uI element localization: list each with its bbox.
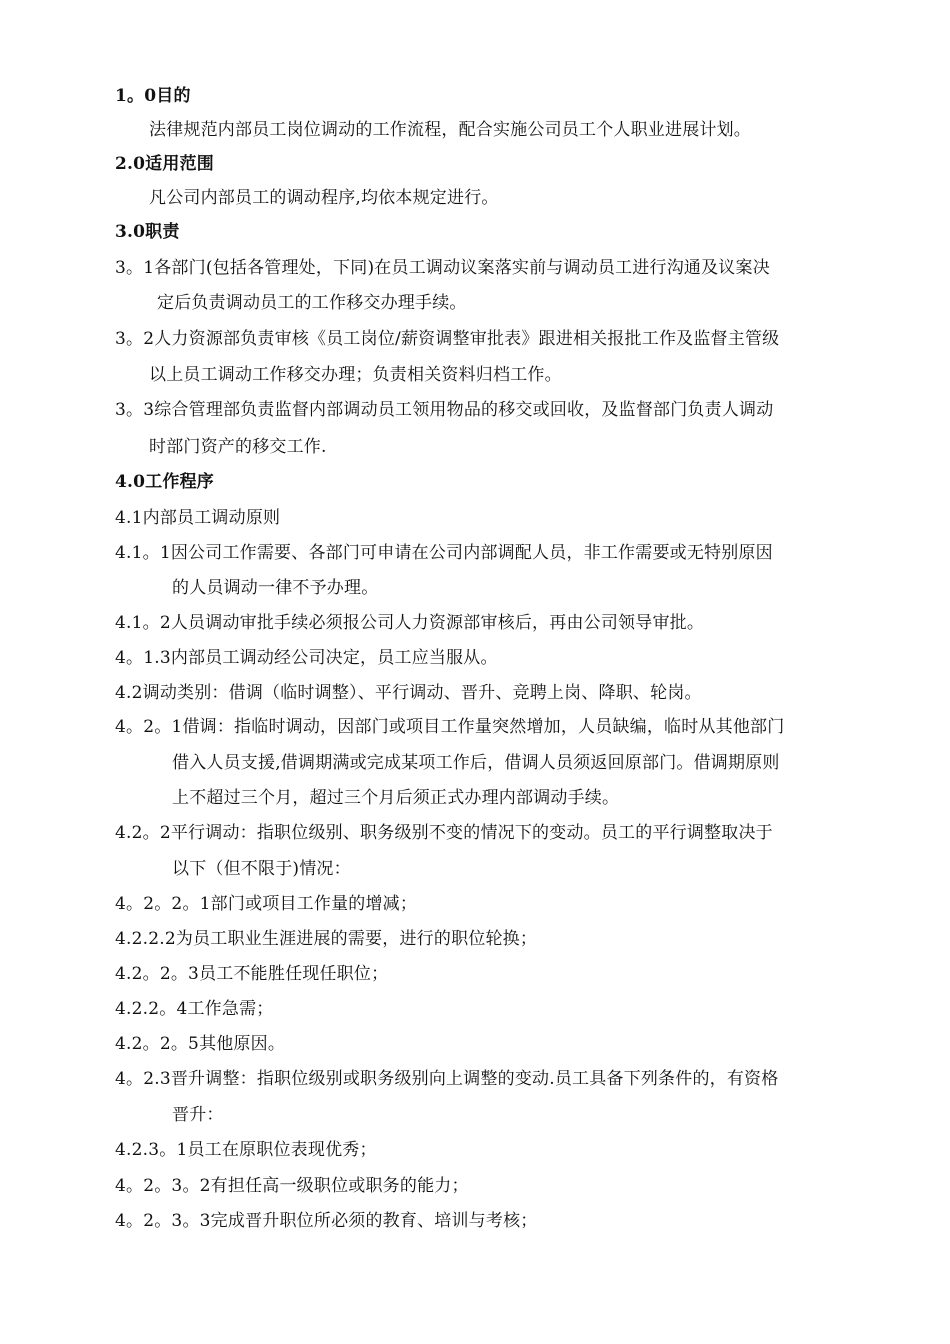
item-4-1-2: 4.1。2人员调动审批手续必须报公司人力资源部审核后，再由公司领导审批。 <box>115 613 705 633</box>
item-4-2-3-2: 4。2。3。2有担任高一级职位或职务的能力； <box>115 1176 469 1196</box>
item-4-1: 4.1内部员工调动原则 <box>115 508 281 528</box>
section-3-heading: 3.0职责 <box>115 222 180 242</box>
item-4-2-1-line-2: 借入人员支援,借调期满或完成某项工作后，借调人员须返回原部门。借调期原则 <box>172 753 780 773</box>
item-3-3-line-2: 时部门资产的移交工作. <box>149 437 327 457</box>
item-4-1-3: 4。1.3内部员工调动经公司决定，员工应当服从。 <box>115 648 498 668</box>
section-2-heading: 2.0适用范围 <box>115 154 214 174</box>
item-4-2-2-1: 4。2。2。1部门或项目工作量的增减； <box>115 894 418 914</box>
item-4-2-3-line-2: 晋升： <box>172 1105 224 1125</box>
item-3-3-line-1: 3。3综合管理部负责监督内部调动员工领用物品的移交或回收，及监督部门负责人调动 <box>115 400 774 420</box>
item-4-2-2-2: 4.2.2.2为员工职业生涯进展的需要，进行的职位轮换； <box>115 929 538 949</box>
item-3-2-line-2: 以上员工调动工作移交办理；负责相关资料归档工作。 <box>149 365 562 385</box>
item-3-1-line-2: 定后负责调动员工的工作移交办理手续。 <box>157 293 467 313</box>
item-3-1-line-1: 3。1各部门(包括各管理处，下同)在员工调动议案落实前与调动员工进行沟通及议案决 <box>115 258 770 278</box>
section-4-heading: 4.0工作程序 <box>115 472 214 492</box>
item-4-2-1-line-1: 4。2。1借调：指临时调动，因部门或项目工作量突然增加，人员缺编，临时从其他部门 <box>115 717 785 737</box>
section-2-paragraph: 凡公司内部员工的调动程序,均依本规定进行。 <box>149 188 499 208</box>
item-4-2: 4.2调动类别：借调（临时调整）、平行调动、晋升、竞聘上岗、降职、轮岗。 <box>115 683 702 703</box>
item-4-2-3-3: 4。2。3。3完成晋升职位所必须的教育、培训与考核； <box>115 1211 538 1231</box>
item-4-1-1-line-1: 4.1。1因公司工作需要、各部门可申请在公司内部调配人员，非工作需要或无特别原因 <box>115 543 773 563</box>
item-4-2-1-line-3: 上不超过三个月，超过三个月后须正式办理内部调动手续。 <box>172 788 620 808</box>
item-4-2-2-line-2: 以下（但不限于)情况： <box>172 859 351 879</box>
section-1-heading: 1。0目的 <box>115 86 191 106</box>
item-4-2-3-line-1: 4。2.3晋升调整：指职位级别或职务级别向上调整的变动.员工具备下列条件的，有资格 <box>115 1069 779 1089</box>
item-3-2-line-1: 3。2人力资源部负责审核《员工岗位/薪资调整审批表》跟进相关报批工作及监督主管级 <box>115 329 780 349</box>
item-4-2-2-line-1: 4.2。2平行调动：指职位级别、职务级别不变的情况下的变动。员工的平行调整取决于 <box>115 823 773 843</box>
item-4-2-3-1: 4.2.3。1员工在原职位表现优秀； <box>115 1140 377 1160</box>
item-4-2-2-4: 4.2.2。4工作急需； <box>115 999 274 1019</box>
section-1-paragraph: 法律规范内部员工岗位调动的工作流程，配合实施公司员工个人职业进展计划。 <box>149 120 751 140</box>
item-4-2-2-5: 4.2。2。5其他原因。 <box>115 1034 286 1054</box>
item-4-2-2-3: 4.2。2。3员工不能胜任现任职位； <box>115 964 389 984</box>
item-4-1-1-line-2: 的人员调动一律不予办理。 <box>172 578 379 598</box>
